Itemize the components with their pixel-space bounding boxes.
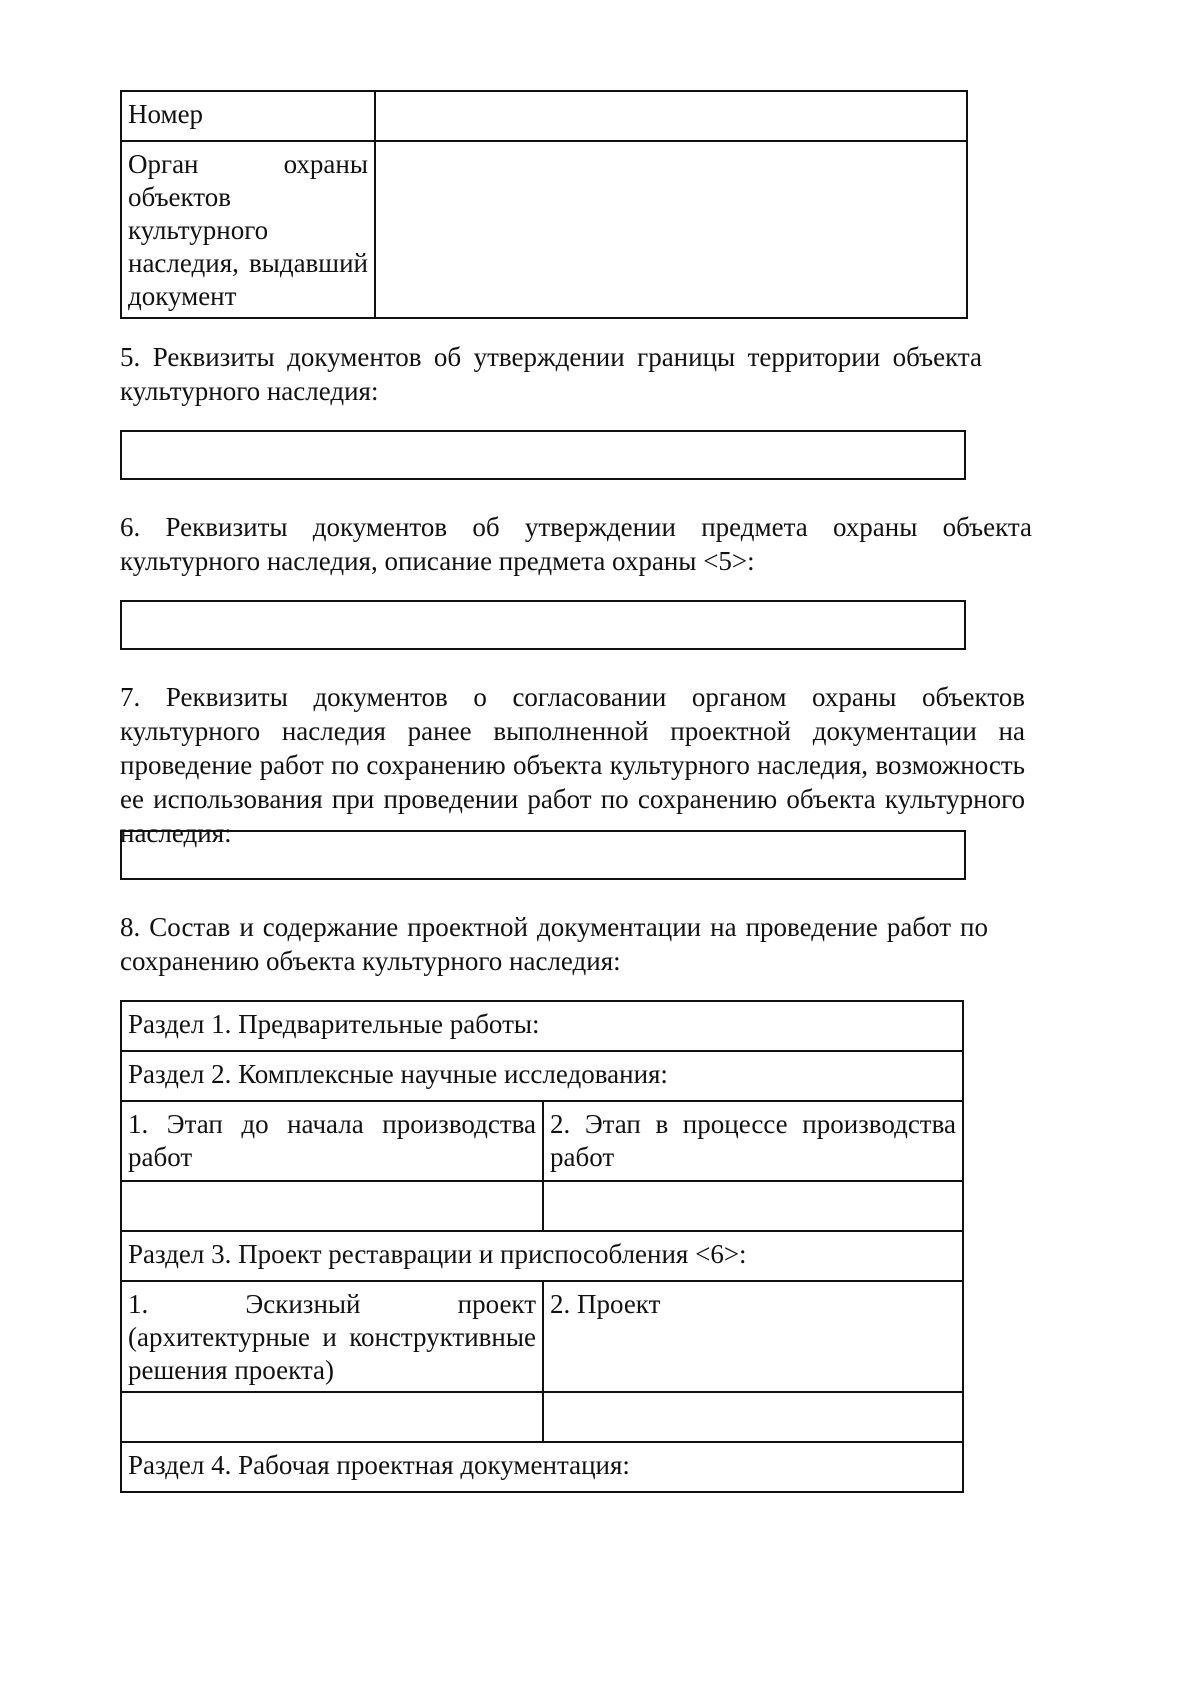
number-label: Номер xyxy=(121,91,375,141)
project-header: 2. Проект xyxy=(543,1281,963,1392)
organ-label-line: наследия, xyxy=(128,248,239,278)
organ-value-cell[interactable] xyxy=(375,141,967,318)
section-6-field[interactable] xyxy=(120,600,966,650)
sketch-value-cell[interactable] xyxy=(121,1392,543,1442)
issuer-table xyxy=(120,90,968,319)
razdel-4-row: Раздел 4. Рабочая проектная документация: xyxy=(121,1442,963,1492)
organ-label-line: Орган xyxy=(128,149,199,179)
stage-1-header: 1. Этап до начала производства работ xyxy=(121,1101,543,1181)
sketch-project-header: 1. Эскизный проект (архитектурные и конструктивные решения проекта) xyxy=(121,1281,543,1392)
number-value-cell[interactable] xyxy=(375,91,967,141)
razdel-1-row: Раздел 1. Предварительные работы: xyxy=(121,1001,963,1051)
organ-label-line: документ xyxy=(128,281,237,311)
project-value-cell[interactable] xyxy=(543,1392,963,1442)
section-6-text: 6. Реквизиты документов об утверждении предмета охраны объекта культурного наследия, описание предмета охраны <5>: xyxy=(120,512,1032,576)
organ-label xyxy=(121,141,375,318)
section-8-text: 8. Состав и содержание проектной документации на проведение работ по сохранению объекта культурного наследия: xyxy=(120,912,988,976)
stage-1-value-cell[interactable] xyxy=(121,1181,543,1231)
stage-2-header: 2. Этап в процессе производства работ xyxy=(543,1101,963,1181)
organ-label-line: выдавший xyxy=(248,248,368,278)
organ-label-line: культурного xyxy=(128,215,269,245)
section-5-field[interactable] xyxy=(120,430,966,480)
section-7-field[interactable] xyxy=(120,830,966,880)
razdel-3-row: Раздел 3. Проект реставрации и приспособления <6>: xyxy=(121,1231,963,1281)
stage-2-value-cell[interactable] xyxy=(543,1181,963,1231)
section-7-text: 7. Реквизиты документов о согласовании органом охраны объектов культурного наследия ранее выполненной проектной документации на проведение работ по сохранению объекта культурного наследия, возможность ее использования при проведении работ по сохранению объекта культурного наследия: xyxy=(120,682,1025,848)
razdel-2-row: Раздел 2. Комплексные научные исследования: xyxy=(121,1051,963,1101)
section-5-text: 5. Реквизиты документов об утверждении границы территории объекта культурного наследия: xyxy=(120,342,982,406)
organ-label-line: охраны xyxy=(283,149,368,179)
composition-table xyxy=(120,1000,964,1493)
organ-label-line: объектов xyxy=(128,182,231,212)
